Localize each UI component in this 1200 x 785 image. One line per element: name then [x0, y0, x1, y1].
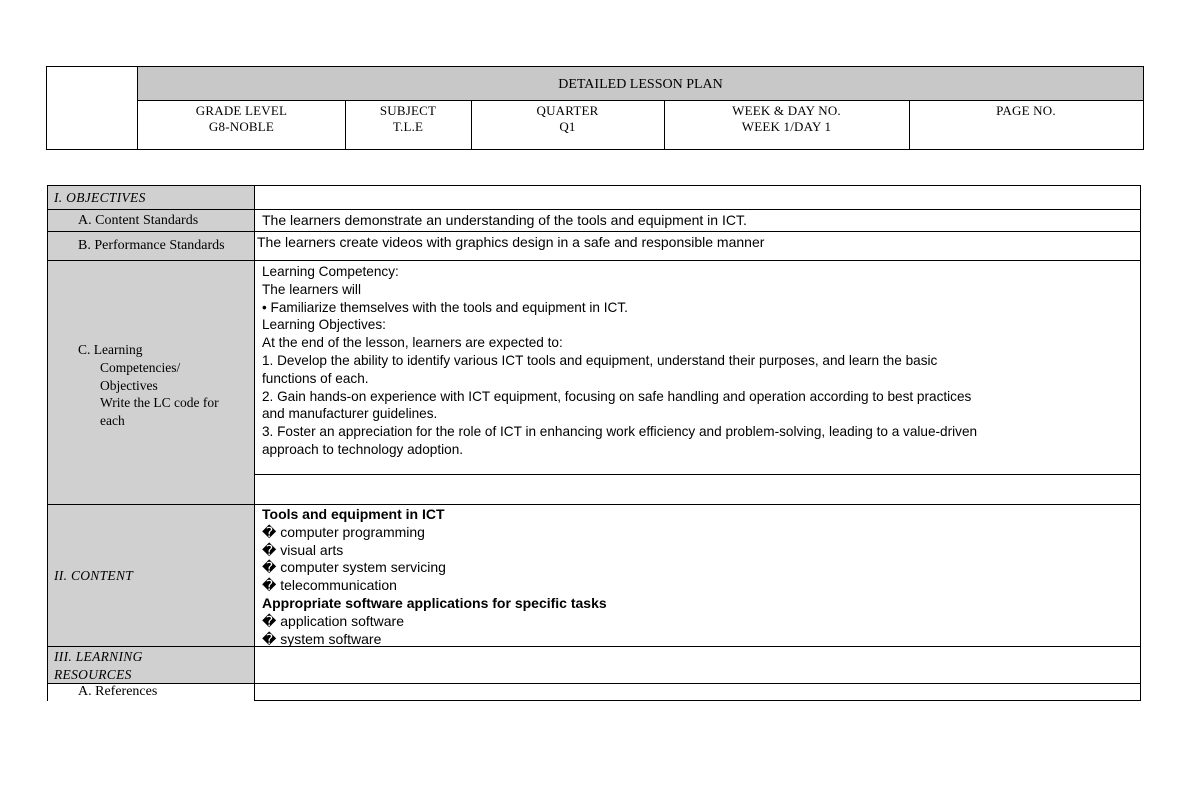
- header-week-day: [664, 100, 910, 150]
- lc-label-line: each: [100, 413, 125, 429]
- header-blank-cell: [46, 66, 138, 150]
- performance-standards-label: B. Performance Standards: [47, 231, 255, 261]
- learning-competencies-label: [47, 260, 255, 505]
- document-title: DETAILED LESSON PLAN: [137, 66, 1144, 101]
- content-item: � visual arts: [262, 541, 344, 558]
- content-heading: II. CONTENT: [47, 504, 255, 647]
- lc-label-line: Competencies/: [100, 359, 181, 375]
- learning-resources-heading-line: RESOURCES: [54, 666, 132, 682]
- week-day-value: WEEK 1/DAY 1: [741, 119, 832, 134]
- learning-resources-blank-cell: [254, 646, 1141, 684]
- references-label: A. References: [47, 683, 255, 701]
- content-standards-label: A. Content Standards: [47, 209, 255, 232]
- content-standards-text: The learners demonstrate an understanding of the tools and equipment in ICT.: [254, 209, 1141, 232]
- learning-resources-heading-line: III. LEARNING: [54, 649, 143, 664]
- content-item: � telecommunication: [262, 577, 397, 594]
- lc-label-line: Objectives: [100, 377, 158, 393]
- content-item: � computer system servicing: [262, 559, 446, 576]
- lc-line: 1. Develop the ability to identify various ICT tools and equipment, understand their purposes, and learn the basic: [262, 352, 938, 368]
- lc-line: Learning Objectives:: [262, 317, 386, 333]
- references-blank-cell: [254, 683, 1141, 701]
- content-section-title: Appropriate software applications for specific tasks: [262, 594, 607, 611]
- lc-code-blank-cell: [254, 474, 1141, 505]
- grade-level-value: G8-NOBLE: [208, 119, 275, 134]
- quarter-label: QUARTER: [536, 103, 599, 118]
- header-subject: [345, 100, 472, 150]
- grade-level-label: GRADE LEVEL: [195, 103, 288, 118]
- header-quarter: [471, 100, 665, 150]
- lc-line: 2. Gain hands-on experience with ICT equipment, focusing on safe handling and operation according to best practices: [262, 388, 972, 404]
- page-no-label: PAGE NO.: [996, 103, 1056, 118]
- subject-label: SUBJECT: [379, 103, 437, 118]
- lc-line: 3. Foster an appreciation for the role of ICT in enhancing work efficiency and problem-solving, leading to a value-driven: [262, 424, 978, 440]
- lc-line: At the end of the lesson, learners are expected to:: [262, 335, 563, 351]
- header-grade-level: [137, 100, 346, 150]
- performance-standards-text: The learners create videos with graphics design in a safe and responsible manner: [254, 231, 1141, 261]
- subject-value: T.L.E: [392, 119, 424, 134]
- content-text: [254, 504, 1141, 647]
- content-section-title: Tools and equipment in ICT: [262, 506, 445, 522]
- objectives-heading: I. OBJECTIVES: [47, 185, 255, 210]
- week-day-label: WEEK & DAY NO.: [732, 103, 841, 118]
- lc-line: functions of each.: [262, 370, 369, 386]
- lc-label-line: Write the LC code for: [100, 395, 219, 411]
- lc-line: Learning Competency:: [262, 264, 399, 279]
- header-page-no: [909, 100, 1144, 150]
- content-item: � computer programming: [262, 523, 425, 540]
- learning-competencies-text: [254, 260, 1141, 475]
- content-item: � application software: [262, 612, 404, 629]
- lc-line: approach to technology adoption.: [262, 441, 464, 457]
- lc-label-line: C. Learning: [78, 342, 143, 357]
- learning-resources-heading: [47, 646, 255, 684]
- lc-line: • Familiarize themselves with the tools and equipment in ICT.: [262, 299, 628, 315]
- objectives-blank-cell: [254, 185, 1141, 210]
- quarter-value: Q1: [559, 119, 576, 134]
- content-item: � system software: [262, 630, 382, 647]
- lc-line: and manufacturer guidelines.: [262, 406, 438, 422]
- lc-line: The learners will: [262, 281, 361, 297]
